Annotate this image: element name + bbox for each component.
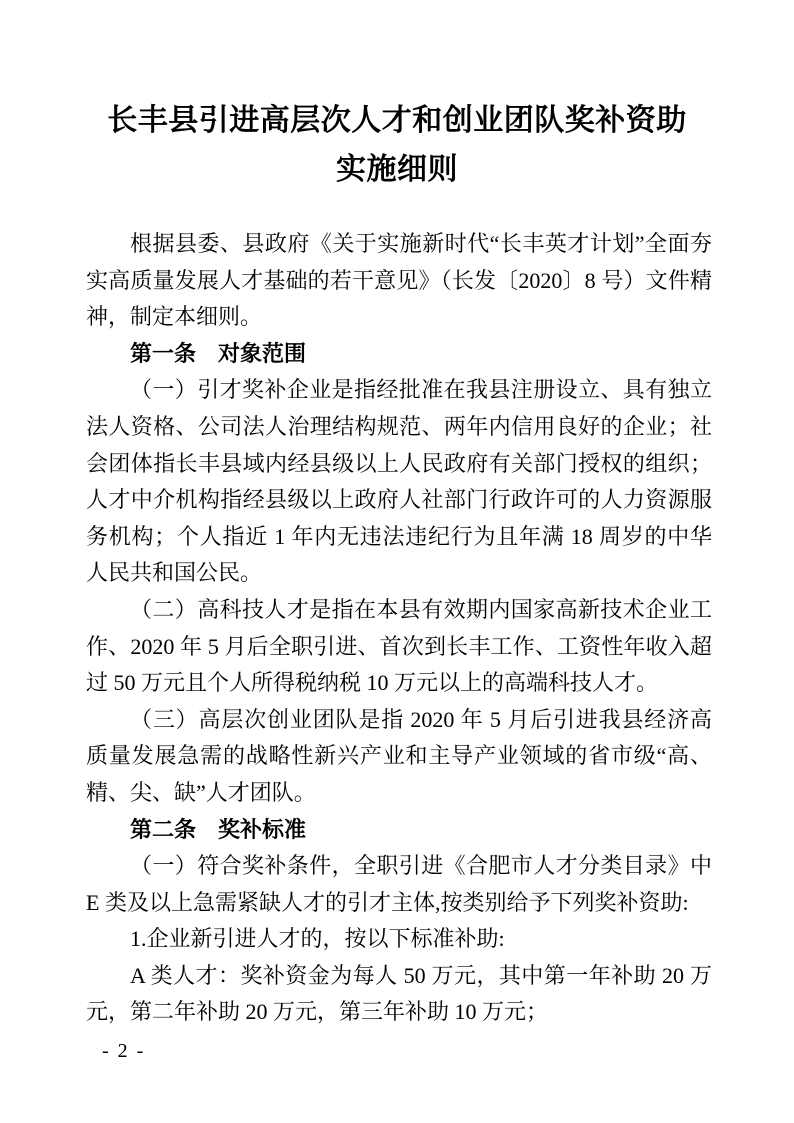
body-paragraph: 根据县委、县政府《关于实施新时代“长丰英才计划”全面夯实高质量发展人才基础的若干意见》（长发〔2020〕8 号）文件精神，制定本细则。 bbox=[86, 231, 712, 330]
body-paragraph: （一）符合奖补条件，全职引进《合肥市人才分类目录》中 E 类及以上急需紧缺人才的引才主体,按类别给予下列奖补资助: bbox=[86, 853, 712, 915]
document-title-line-1: 长丰县引进高层次人才和创业团队奖补资助 bbox=[107, 104, 687, 137]
section-heading: 第一条 对象范围 bbox=[130, 340, 307, 366]
section-heading: 第二条 奖补标准 bbox=[130, 816, 307, 842]
body-paragraph: （二）高科技人才是指在本县有效期内国家高新技术企业工作、2020 年 5 月后全职引进、首次到长丰工作、工资性年收入超过 50 万元且个人所得税纳税 10 万元以上的高端科技人才。 bbox=[86, 596, 712, 696]
document-body bbox=[86, 226, 712, 1031]
body-paragraph: （一）引才奖补企业是指经批准在我县注册设立、具有独立法人资格、公司法人治理结构规范、两年内信用良好的企业；社会团体指长丰县域内经县级以上人民政府有关部门授权的组织；人才中介机构指经县级以上政府人社部门行政许可的人力资源服务机构；个人指近 1 年内无违法违纪行为且年满 18 周岁的中华人民共和国公民。 bbox=[86, 377, 712, 586]
page-number: - 2 - bbox=[102, 1040, 146, 1062]
body-paragraph: （三）高层次创业团队是指 2020 年 5 月后引进我县经济高质量发展急需的战略性新兴产业和主导产业领域的省市级“高、精、尖、缺”人才团队。 bbox=[86, 706, 712, 805]
document-title-line-2: 实施细则 bbox=[336, 153, 458, 186]
body-paragraph: A 类人才：奖补资金为每人 50 万元，其中第一年补助 20 万元，第二年补助 20 万元，第三年补助 10 万元； bbox=[86, 962, 712, 1025]
body-paragraph: 1.企业新引进人才的，按以下标准补助: bbox=[130, 926, 505, 952]
document-title bbox=[42, 96, 752, 194]
